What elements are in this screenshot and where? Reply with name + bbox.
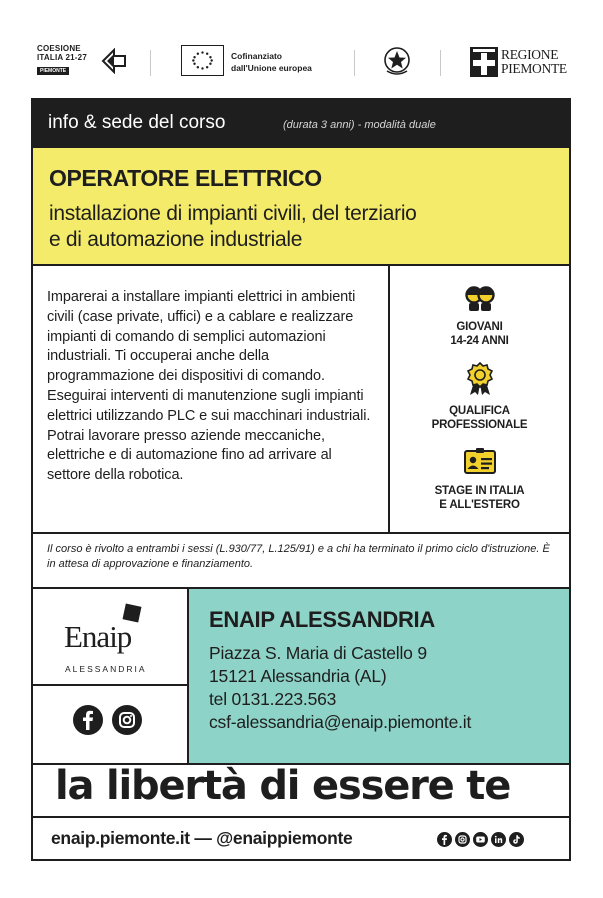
enaip-logo-city: ALESSANDRIA [65, 664, 147, 674]
regione-piemonte-logo [470, 47, 570, 79]
slogan: la libertà di essere te [55, 763, 511, 809]
regione-line2: PIEMONTE [501, 61, 567, 76]
enaip-logo-word: Enaip [64, 619, 132, 654]
slogan-box [33, 765, 569, 818]
eligibility-notice: Il corso è rivolto a entrambi i sessi (L.930/77, L.125/91) e a chi ha terminato il primo ciclo d'istruzione. È in attesa di approvazione e finanziamento. [47, 543, 550, 570]
enaip-logo [33, 589, 189, 686]
coesione-italia-logo [37, 44, 127, 80]
header-title: info & sede del corso [48, 112, 226, 133]
course-description: Imparerai a installare impianti elettrici in ambienti civili (case private, uffici) e a cablare e realizzare impianti di comando di semplici automazioni industriali. Ti occuperai anche della programmazione dei dispositivi di comando. Eseguirai interventi di manutenzione sugli impianti elettrici utilizzando PLC e sui macchinari industriali. Potrai lavorare presso aziende meccaniche, elettriche e di automazione fino ad arrivare al settore della robotica. [47, 289, 371, 484]
course-card [31, 98, 571, 861]
coesione-region: PIEMONTE [37, 67, 69, 75]
tiktok-icon[interactable] [509, 832, 524, 847]
regione-line1: REGIONE [501, 47, 559, 62]
course-desc-line2: e di automazione industriale [49, 228, 303, 251]
city: 15121 Alessandria (AL) [209, 666, 387, 686]
instagram-icon[interactable] [455, 832, 470, 847]
funding-logos [0, 0, 603, 96]
logo-separator [440, 50, 441, 76]
feature-item [390, 362, 569, 432]
coesione-line1: COESIONE [37, 44, 81, 53]
coesione-line2: ITALIA 21-27 [37, 53, 87, 62]
facebook-icon[interactable] [437, 832, 452, 847]
feature-label: QUALIFICA PROFESSIONALE [431, 405, 528, 431]
logo-separator [150, 50, 151, 76]
contact-section [33, 587, 569, 765]
logo-separator [354, 50, 355, 76]
linkedin-icon[interactable] [491, 832, 506, 847]
regione-shield-icon [470, 47, 498, 77]
organization-name: ENAIP ALESSANDRIA [209, 607, 435, 632]
feature-label: GIOVANI 14-24 ANNI [450, 321, 509, 347]
badge-award-icon [465, 362, 495, 396]
features-column [390, 266, 569, 534]
header-subtitle: (durata 3 anni) - modalità duale [283, 119, 436, 131]
facebook-icon[interactable] [73, 705, 103, 735]
email-link[interactable]: csf-alessandria@enaip.piemonte.it [209, 712, 472, 732]
eu-line2: dall'Unione europea [231, 63, 312, 73]
description-box [33, 266, 390, 534]
youtube-icon[interactable] [473, 832, 488, 847]
social-links [33, 686, 189, 763]
address: Piazza S. Maria di Castello 9 [209, 643, 427, 663]
coesione-arrow-icon [101, 48, 127, 74]
footer [33, 818, 569, 859]
phone[interactable]: tel 0131.223.563 [209, 689, 337, 709]
feature-item [390, 284, 569, 348]
instagram-icon[interactable] [112, 705, 142, 735]
italian-republic-emblem-icon [382, 45, 412, 77]
course-title: OPERATORE ELETTRICO [49, 165, 322, 191]
info-header [33, 100, 569, 148]
people-icon [465, 284, 495, 312]
id-card-icon [464, 448, 496, 474]
contact-details [189, 589, 569, 763]
eu-cofunded-logo [181, 45, 341, 81]
feature-label: STAGE IN ITALIA E ALL'ESTERO [434, 485, 525, 511]
feature-item [390, 448, 569, 512]
footer-links[interactable]: enaip.piemonte.it — @enaippiemonte [51, 828, 353, 848]
eu-flag-icon [181, 45, 224, 76]
eu-line1: Cofinanziato [231, 51, 282, 61]
course-desc-line1: installazione di impianti civili, del terziario [49, 202, 417, 225]
course-title-box [33, 148, 569, 266]
